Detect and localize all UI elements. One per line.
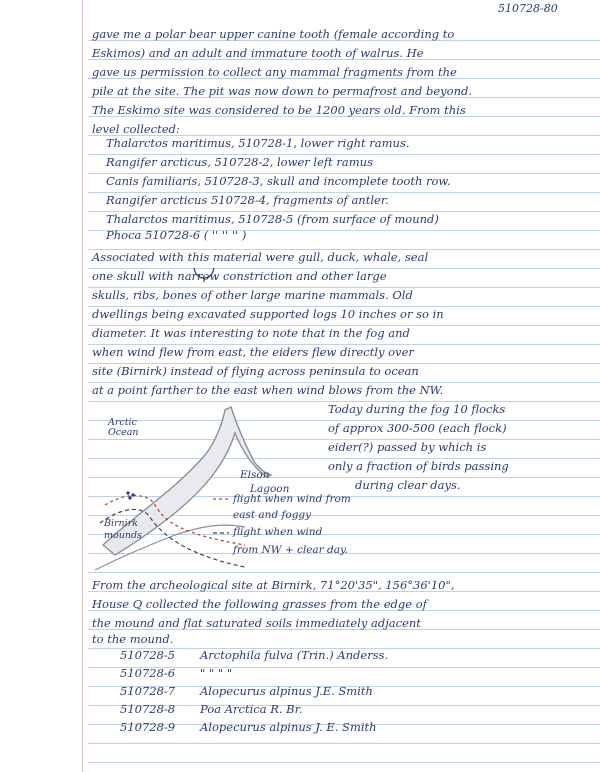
text-line: pile at the site. The pit was now down to permafrost and beyond. (92, 84, 473, 98)
mound-marker (126, 491, 129, 494)
side-note-line: of approx 300-500 (each flock) (328, 421, 507, 435)
specimen-item: Thalarctos maritimus, 510728-1, lower right ramus. (106, 136, 410, 150)
side-note-line: Today during the fog 10 flocks (328, 402, 506, 416)
grass-number: 510728-6 (120, 666, 176, 680)
text-line: site (Birnirk) instead of flying across peninsula to ocean (92, 364, 419, 378)
text-line: skulls, ribs, bones of other large marine mammals. Old (92, 288, 413, 302)
mounds-label (104, 518, 142, 542)
legend-line: east and foggy (233, 509, 312, 521)
legend-line: flight when wind from (233, 493, 351, 505)
text-line: Associated with this material were gull, duck, whale, seal (92, 250, 429, 264)
grass-name: " " " " (200, 666, 233, 680)
grass-number: 510728-8 (120, 702, 176, 716)
mounds-label-line: Birnirk (104, 518, 139, 529)
mounds-label-line: mounds (104, 530, 142, 541)
grass-name: Alopecurus alpinus J.E. Smith (200, 684, 373, 698)
grass-number: 510728-5 (120, 648, 176, 662)
ruled-line (88, 743, 600, 744)
side-note-line: during clear days. (355, 478, 461, 492)
side-note-line: only a fraction of birds passing (328, 459, 509, 473)
legend-line: flight when wind (233, 526, 323, 538)
ocean-label-line: Ocean (108, 427, 139, 438)
text-line: one skull with narrow constriction and other large (92, 269, 387, 283)
lagoon-label-line: Lagoon (250, 483, 290, 495)
grass-name: Poa Arctica R. Br. (200, 702, 303, 716)
text-line: dwellings being excavated supported logs 10 inches or so in (92, 307, 444, 321)
specimen-item: Rangifer arcticus, 510728-2, lower left ramus (106, 155, 373, 169)
text-line: House Q collected the following grasses from the edge of (92, 597, 427, 611)
text-line: gave us permission to collect any mammal fragments from the (92, 65, 457, 79)
ruled-line (88, 762, 600, 763)
text-line: The Eskimo site was considered to be 1200 years old. From this (92, 103, 466, 117)
text-line: at a point farther to the east when wind blows from the NW. (92, 383, 444, 397)
specimen-item: Thalarctos maritimus, 510728-5 (from surface of mound) (106, 212, 439, 226)
legend-line: from NW + clear day. (233, 544, 348, 556)
side-note-line: eider(?) passed by which is (328, 440, 487, 454)
grass-name: Arctophila fulva (Trin.) Anderss. (200, 648, 389, 662)
specimen-item: Rangifer arcticus 510728-4, fragments of antler. (106, 193, 389, 207)
lagoon-label-line: Elson (240, 469, 270, 481)
text-line: level collected: (92, 122, 180, 136)
mound-marker (131, 493, 134, 496)
grass-number: 510728-9 (120, 720, 176, 734)
grass-number: 510728-7 (120, 684, 176, 698)
text-line: From the archeological site at Birnirk, 71°20'35", 156°36'10", (92, 578, 455, 592)
grass-name: Alopecurus alpinus J. E. Smith (200, 720, 377, 734)
specimen-item: Canis familiaris, 510728-3, skull and incomplete tooth row. (106, 174, 451, 188)
text-line: Eskimos) and an adult and immature tooth of walrus. He (92, 46, 424, 60)
specimen-item: Phoca 510728-6 ( '' '' '' ) (106, 228, 247, 242)
page-number: 510728-80 (498, 2, 558, 15)
ocean-label (108, 418, 139, 438)
skull-brace-sketch (192, 266, 216, 284)
text-line: to the mound. (92, 632, 174, 646)
text-line: diameter. It was interesting to note that in the fog and (92, 326, 410, 340)
text-line: when wind flew from east, the eiders flew directly over (92, 345, 414, 359)
text-line: gave me a polar bear upper canine tooth (female according to (92, 27, 455, 41)
ocean-label-line: Arctic (108, 417, 137, 428)
text-line: the mound and flat saturated soils immediately adjacent (92, 616, 421, 630)
page-margin-line (82, 0, 83, 772)
mound-marker (128, 496, 131, 499)
